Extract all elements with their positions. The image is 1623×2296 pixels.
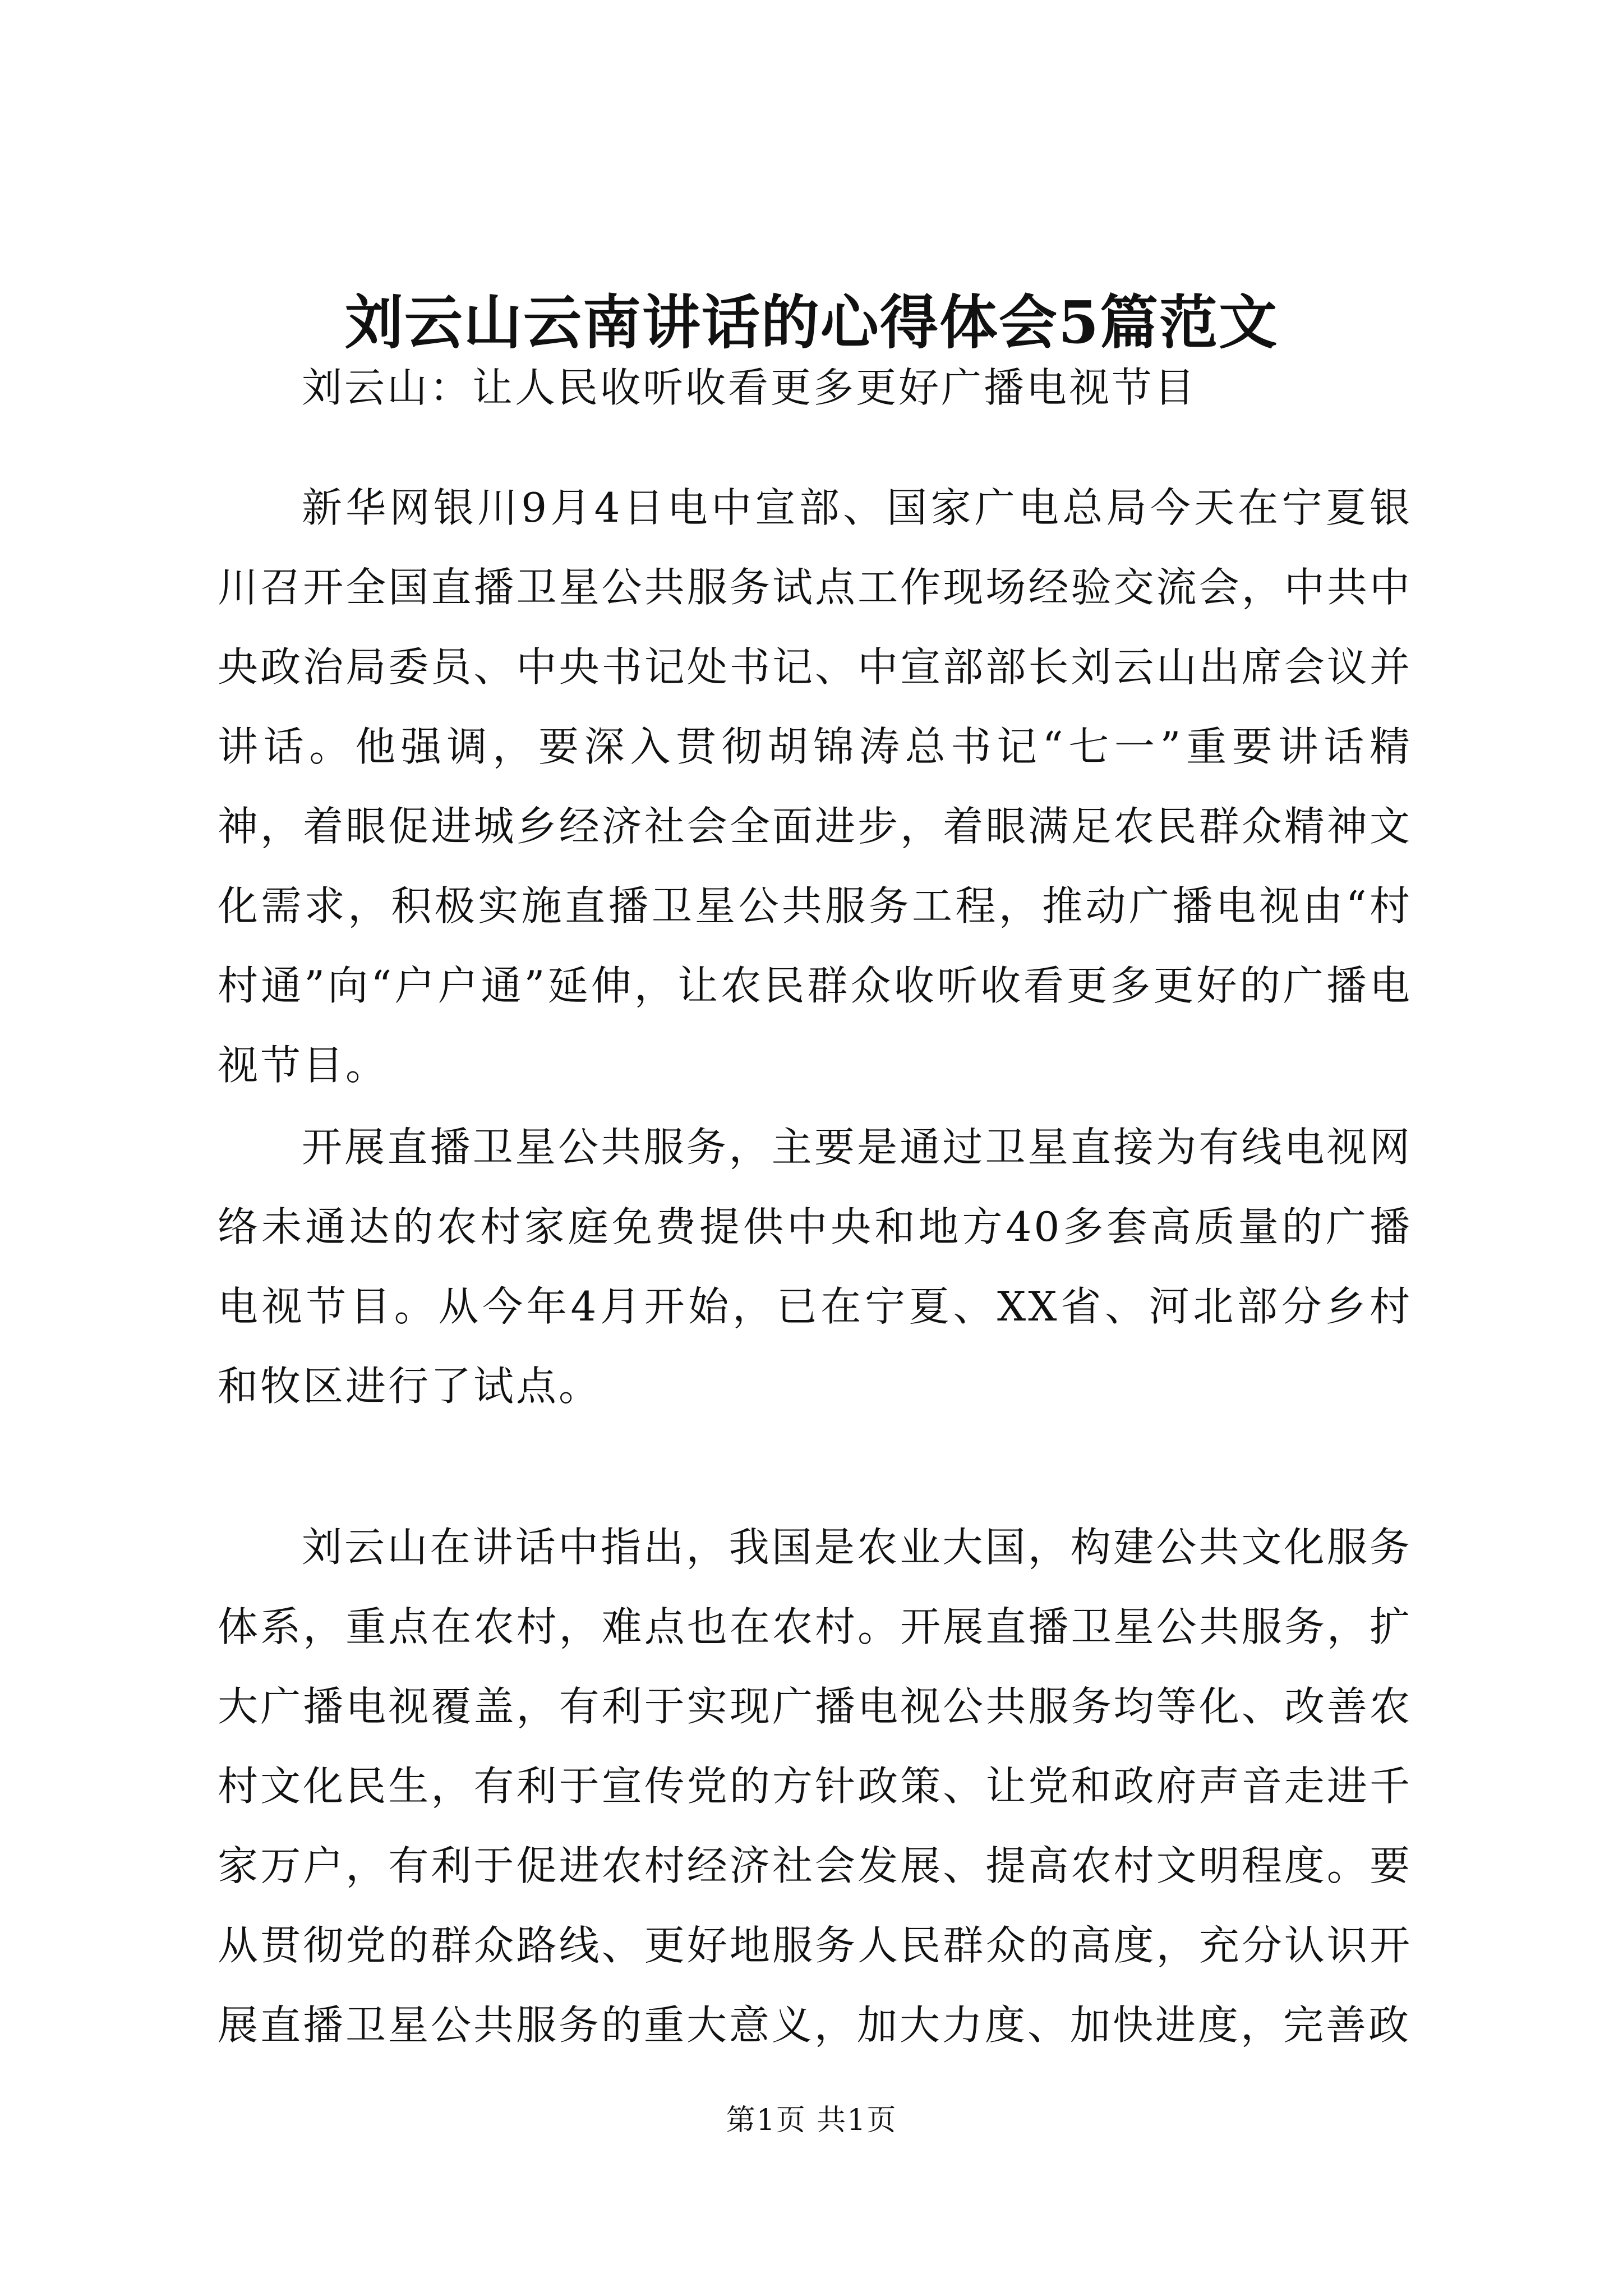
- page-footer: 第1页 共1页: [726, 2104, 897, 2137]
- document-title: 刘云山云南讲话的心得体会5篇范文: [344, 288, 1279, 357]
- paragraph-2: 开展直播卫星公共服务，主要是通过卫星直接为有线电视网络未通达的农村家庭免费提供中央和地方40多套高质量的广播电视节目。从今年4月开始，已在宁夏、XX省、河北部分乡村和牧区进行了试点。: [218, 1124, 1412, 1410]
- paragraph-1: 新华网银川9月4日电中宣部、国家广电总局今天在宁夏银川召开全国直播卫星公共服务试点工作现场经验交流会，中共中央政治局委员、中央书记处书记、中宣部部长刘云山出席会议并讲话。他强调，要深入贯彻胡锦涛总书记“七一”重要讲话精神，着眼促进城乡经济社会全面进步，着眼满足农民群众精神文化需求，积极实施直播卫星公共服务工程，推动广播电视由“村村通”向“户户通”延伸，让农民群众收听收看更多更好的广播电视节目。: [218, 484, 1412, 1089]
- subtitle-line: 刘云山：让人民收听收看更多更好广播电视节目: [302, 364, 1197, 411]
- paragraph-3: 刘云山在讲话中指出，我国是农业大国，构建公共文化服务体系，重点在农村，难点也在农村。开展直播卫星公共服务，扩大广播电视覆盖，有利于实现广播电视公共服务均等化、改善农村文化民生，有利于宣传党的方针政策、让党和政府声音走进千家万户，有利于促进农村经济社会发展、提高农村文明程度。要从贯彻党的群众路线、更好地服务人民群众的高度，充分认识开展直播卫星公共服务的重大意义，加大力度、加快进度，完善政: [218, 1524, 1412, 2049]
